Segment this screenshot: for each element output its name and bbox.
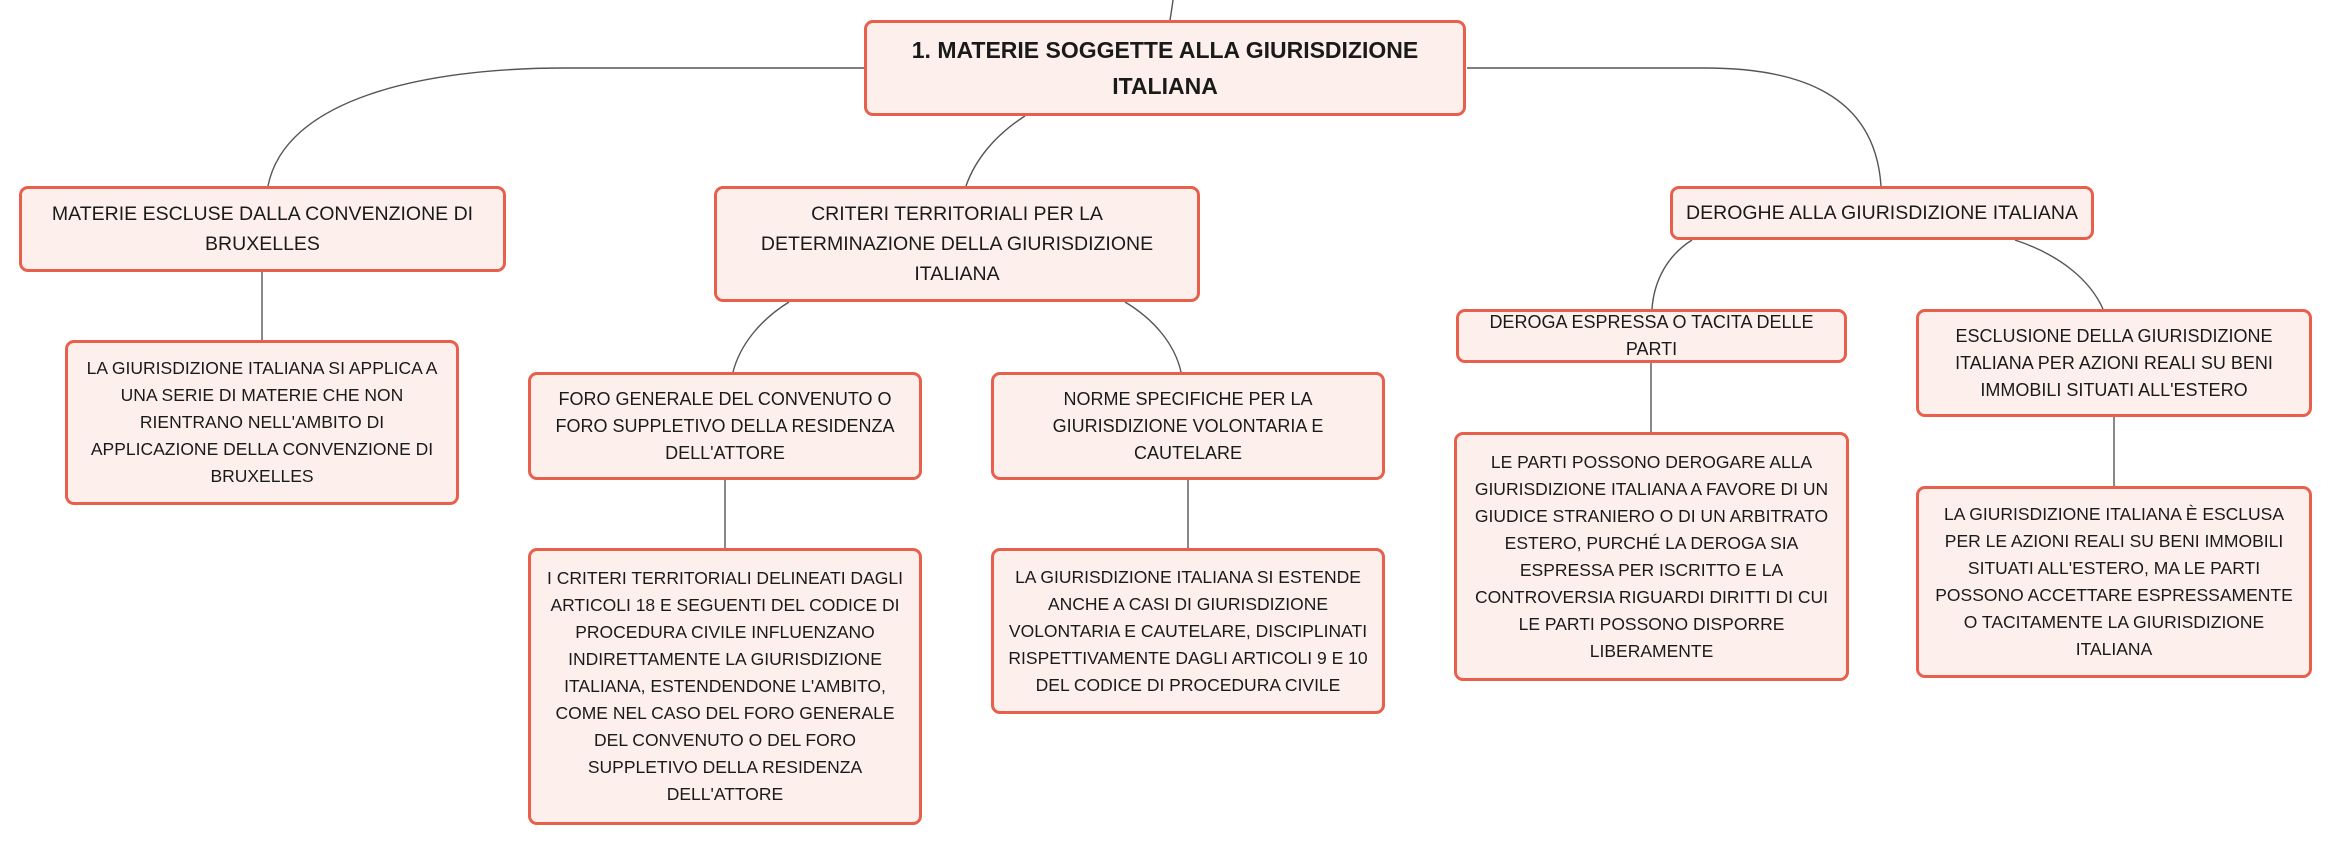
detail-norme-specifiche-text: LA GIURISDIZIONE ITALIANA SI ESTENDE ANCHE A CASI DI GIURISDIZIONE VOLONTARIA E CAUTELARE, DISCIPLINATI RISPETTIVAMENTE DAGLI ARTICOLI 9 E 10 DEL CODICE DI PROCEDURA CIVILE xyxy=(1008,566,1368,695)
root-topic[interactable] xyxy=(864,20,1466,116)
connector-criteria-norme xyxy=(1125,302,1181,372)
detail-esclusione-immobili-text: LA GIURISDIZIONE ITALIANA È ESCLUSA PER LE AZIONI REALI SU BENI IMMOBILI SITUATI ALL'ESTERO, MA LE PARTI POSSONO ACCETTARE ESPRESSAMENTE O TACITAMENTE LA GIURISDIZIONE ITALIANA xyxy=(1935,504,2293,659)
topic-criteri-territoriali[interactable] xyxy=(714,186,1200,302)
subtopic-norme-specifiche[interactable] xyxy=(991,372,1385,480)
topic-materie-escluse-label: MATERIE ESCLUSE DALLA CONVENZIONE DI BRUXELLES xyxy=(51,203,474,255)
root-topic-label: 1. MATERIE SOGGETTE ALLA GIURISDIZIONE ITALIANA xyxy=(911,37,1419,99)
detail-materie-escluse-text: LA GIURISDIZIONE ITALIANA SI APPLICA A UNA SERIE DI MATERIE CHE NON RIENTRANO NELL'AMBITO DI APPLICAZIONE DELLA CONVENZIONE DI BRUXELLES xyxy=(86,358,438,486)
topic-criteri-territoriali-label: CRITERI TERRITORIALI PER LA DETERMINAZIONE DELLA GIURISDIZIONE ITALIANA xyxy=(760,203,1154,285)
detail-foro-generale-text: I CRITERI TERRITORIALI DELINEATI DAGLI ARTICOLI 18 E SEGUENTI DEL CODICE DI PROCEDURA CIVILE INFLUENZANO INDIRETTAMENTE LA GIURISDIZIONE ITALIANA, ESTENDENDONE L'AMBITO, COME NEL CASO DEL FORO GENERALE DEL CONVENUTO O DEL FORO SUPPLETIVO DELLA RESIDENZA DELL'ATTORE xyxy=(547,568,903,804)
subtopic-foro-generale[interactable] xyxy=(528,372,922,480)
detail-foro-generale[interactable] xyxy=(528,548,922,825)
connector-deroghe-espressa xyxy=(1652,240,1692,309)
topic-deroghe[interactable] xyxy=(1670,186,2094,240)
connector-root-brussels xyxy=(268,68,868,186)
subtopic-foro-generale-label: FORO GENERALE DEL CONVENUTO O FORO SUPPLETIVO DELLA RESIDENZA DELL'ATTORE xyxy=(555,388,895,463)
subtopic-esclusione-immobili[interactable] xyxy=(1916,309,2312,417)
detail-deroga-espressa-text: LE PARTI POSSONO DEROGARE ALLA GIURISDIZIONE ITALIANA A FAVORE DI UN GIUDICE STRANIERO O DI UN ARBITRATO ESTERO, PURCHÉ LA DEROGA SIA ESPRESSA PER ISCRITTO E LA CONTROVERSIA RIGUARDI DIRITTI DI CUI LE PARTI POSSONO DISPORRE LIBERAMENTE xyxy=(1474,451,1829,661)
detail-deroga-espressa[interactable] xyxy=(1454,432,1849,681)
connector-root-criteria xyxy=(966,116,1025,186)
subtopic-norme-specifiche-label: NORME SPECIFICHE PER LA GIURISDIZIONE VOLONTARIA E CAUTELARE xyxy=(1052,388,1324,463)
connector-root-deroghe xyxy=(1467,68,1881,186)
subtopic-deroga-espressa-label: DEROGA ESPRESSA O TACITA DELLE PARTI xyxy=(1489,312,1814,359)
detail-norme-specifiche[interactable] xyxy=(991,548,1385,714)
connector-deroghe-esclusione xyxy=(2015,240,2103,309)
detail-materie-escluse[interactable] xyxy=(65,340,459,505)
topic-materie-escluse[interactable] xyxy=(19,186,506,272)
connector-criteria-foro xyxy=(733,302,789,372)
topic-deroghe-label: DEROGHE ALLA GIURISDIZIONE ITALIANA xyxy=(1686,202,2078,224)
connector-root-incoming xyxy=(1170,0,1173,20)
subtopic-deroga-espressa[interactable] xyxy=(1456,309,1847,363)
detail-esclusione-immobili[interactable] xyxy=(1916,486,2312,678)
subtopic-esclusione-immobili-label: ESCLUSIONE DELLA GIURISDIZIONE ITALIANA PER AZIONI REALI SU BENI IMMOBILI SITUATI ALL'ESTERO xyxy=(1955,325,2273,400)
